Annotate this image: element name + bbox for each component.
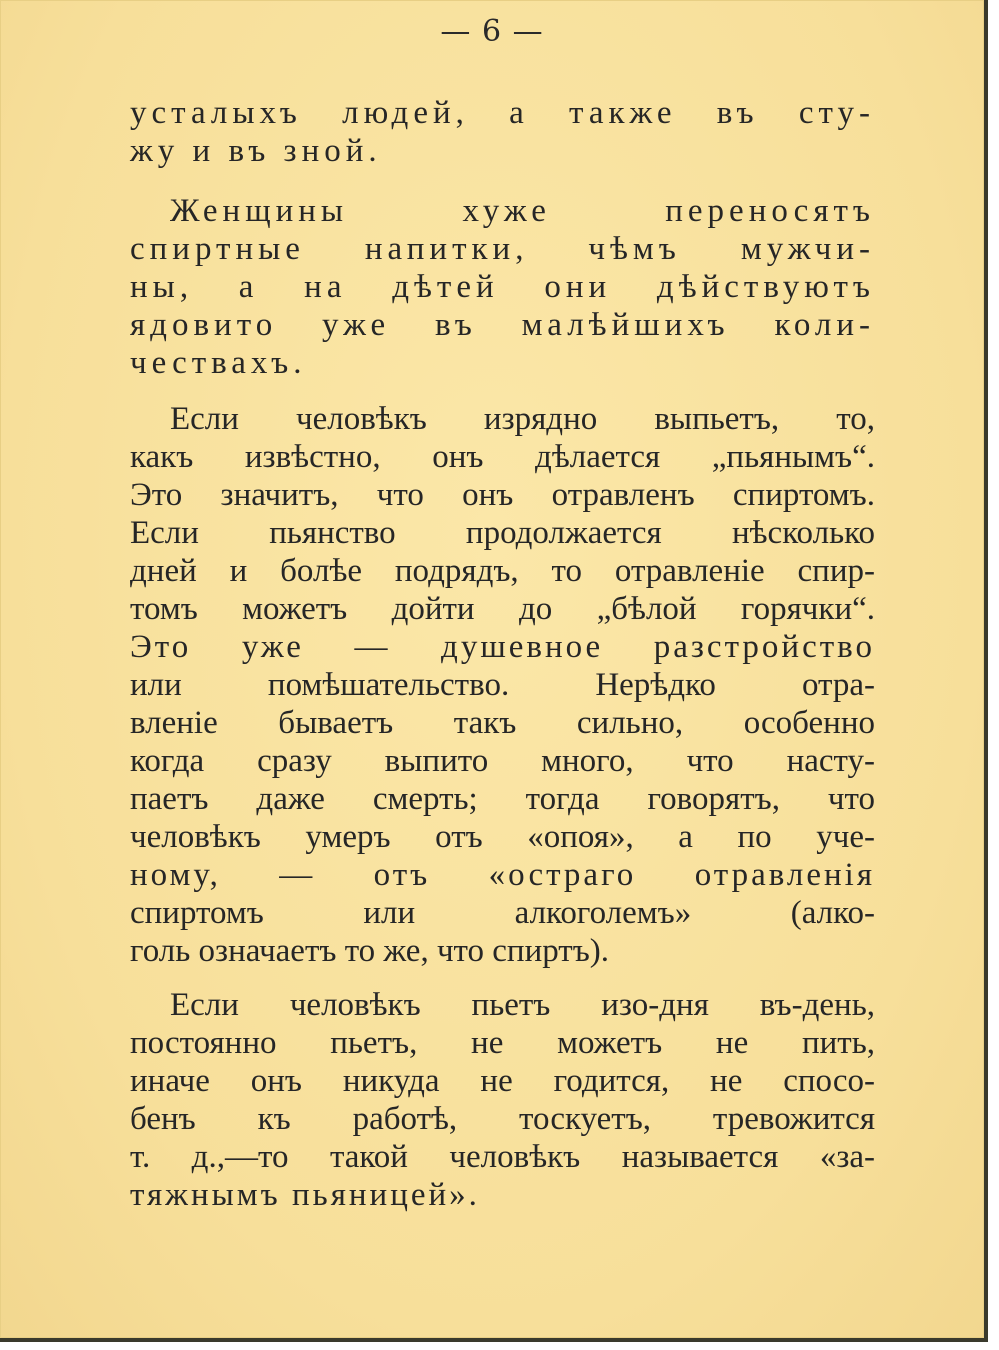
text-line: бенъ къ работѣ, тоскуетъ, тревожится (130, 1101, 875, 1137)
page-number: — 6 — (440, 14, 544, 49)
text-line: паетъ даже смерть; тогда говорятъ, что (130, 781, 875, 817)
text-line: чествахъ. (130, 345, 307, 381)
text-line: томъ можетъ дойти до „бѣлой горячки“. (130, 591, 875, 627)
text-line: ядовито уже въ малѣйшихъ коли- (130, 307, 875, 343)
text-line: Если пьянство продолжается нѣсколько (130, 515, 875, 551)
text-line: дней и болѣе подрядъ, то отравленіе спир- (130, 553, 875, 589)
text-line: жу и въ зной. (130, 133, 382, 169)
text-line: Если человѣкъ изрядно выпьетъ, то, (170, 401, 875, 437)
text-line: усталыхъ людей, а также въ сту- (130, 95, 875, 131)
text-line: Женщины хуже переносятъ (170, 193, 875, 229)
text-line: вленіе бываетъ такъ сильно, особенно (130, 705, 875, 741)
text-line: Это уже — душевное разстройство (130, 629, 875, 665)
paragraph-3 (130, 400, 875, 970)
text-line: Это значитъ, что онъ отравленъ спиртомъ. (130, 477, 875, 513)
text-line: человѣкъ умеръ отъ «опоя», а по уче- (130, 819, 875, 855)
text-line: спиртные напитки, чѣмъ мужчи- (130, 231, 875, 267)
text-line: спиртомъ или алкоголемъ» (алко- (130, 895, 875, 931)
text-line: ны, а на дѣтей они дѣйствуютъ (130, 269, 875, 305)
text-line: ному, — отъ «остраго отравленія (130, 857, 875, 893)
text-line: постоянно пьетъ, не можетъ не пить, (130, 1025, 875, 1061)
text-line: или помѣшательство. Нерѣдко отра- (130, 667, 875, 703)
text-line: иначе онъ никуда не годится, не спосо- (130, 1063, 875, 1099)
text-line: т. д.,—то такой человѣкъ называется «за- (130, 1139, 875, 1175)
text-line: какъ извѣстно, онъ дѣлается „пьянымъ“. (130, 439, 875, 475)
text-line: голь означаетъ то же, что спиртъ). (130, 933, 610, 969)
text-line: Если человѣкъ пьетъ изо-дня въ-день, (170, 987, 875, 1023)
paragraph-2 (130, 192, 875, 382)
text-line: тяжнымъ пьяницей». (130, 1177, 480, 1213)
paragraph-1 (130, 94, 875, 170)
paragraph-4 (130, 986, 875, 1214)
text-line: когда сразу выпито много, что насту- (130, 743, 875, 779)
